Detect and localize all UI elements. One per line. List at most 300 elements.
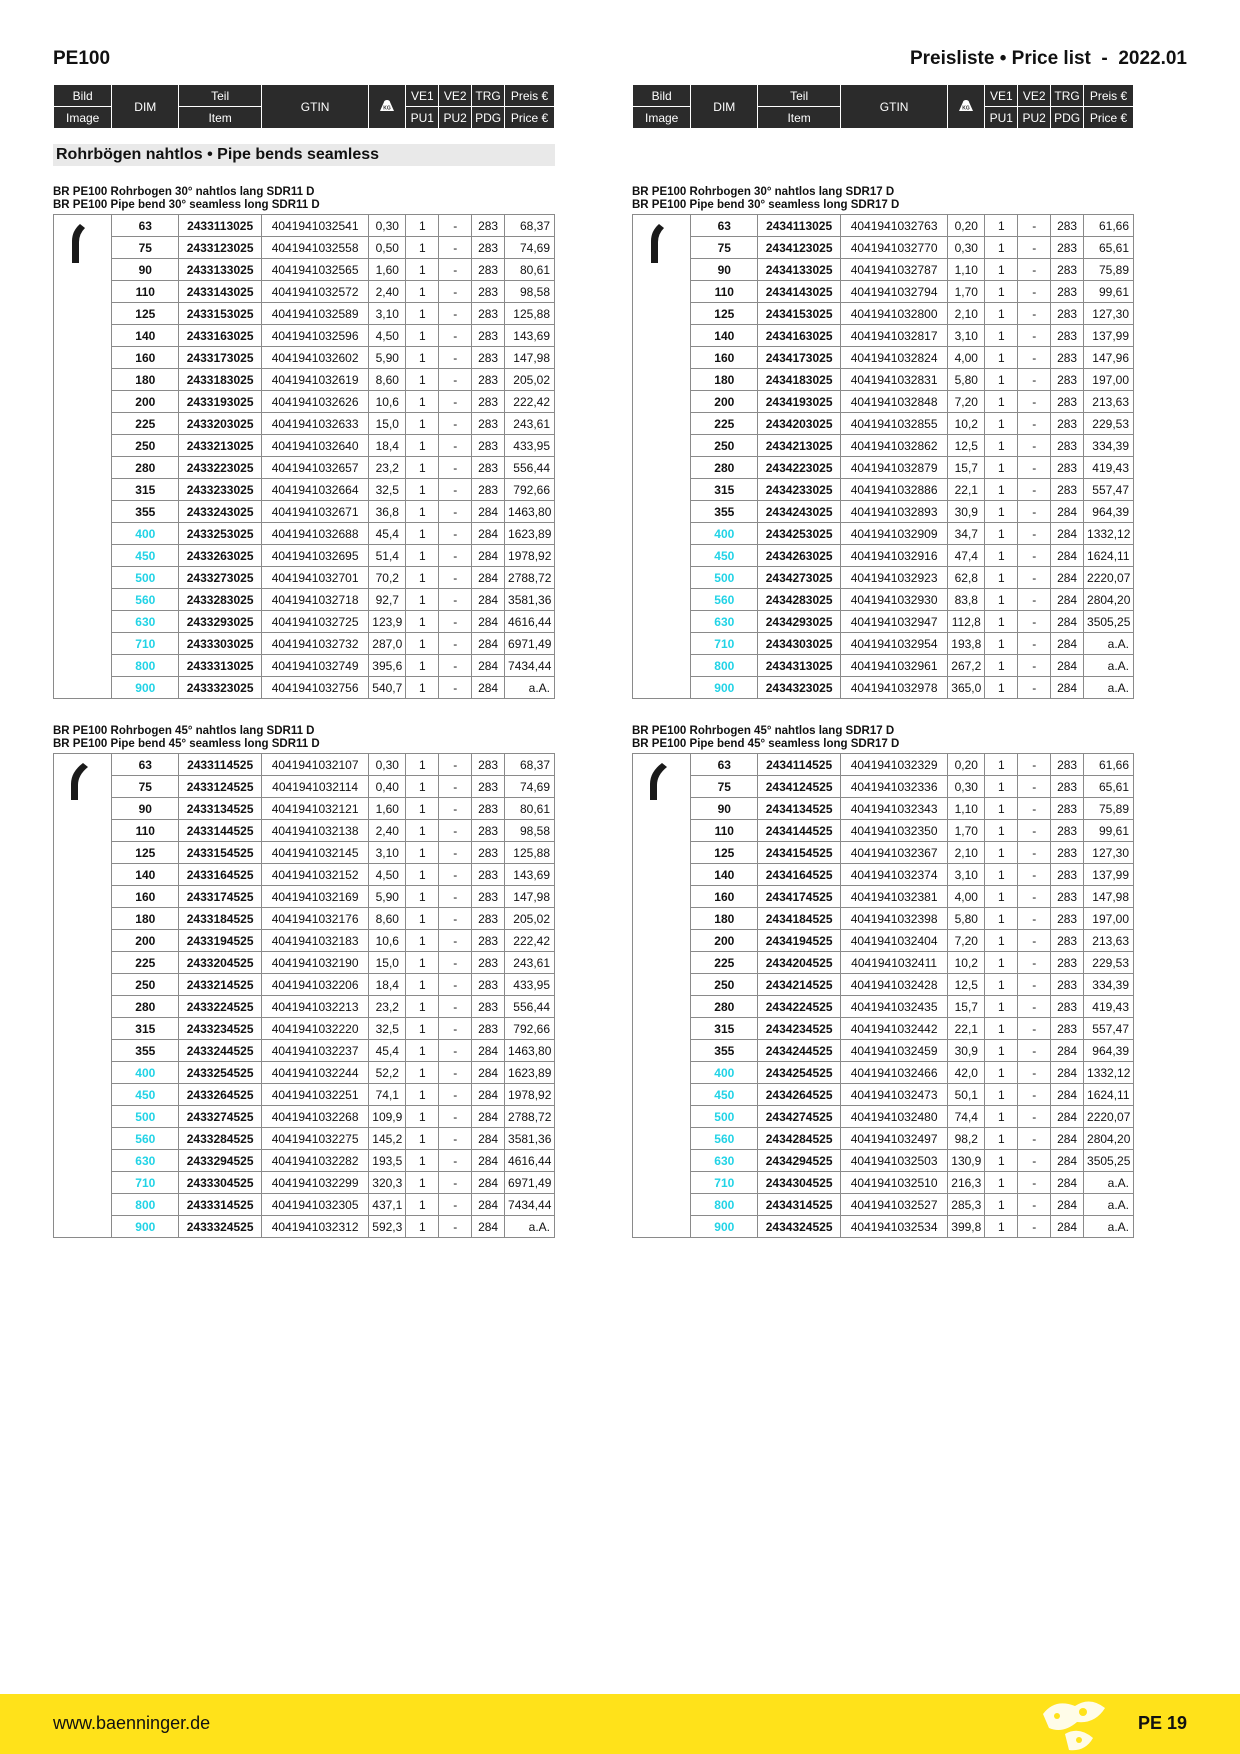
table-row	[633, 655, 1134, 677]
weight-cell: 18,4	[369, 974, 406, 996]
ve2-cell: -	[439, 996, 472, 1018]
dim-cell: 400	[691, 1062, 758, 1084]
col-pu2: PU2	[439, 107, 472, 129]
table-row	[54, 886, 555, 908]
ve1-cell: 1	[406, 259, 439, 281]
ve2-cell: -	[1018, 567, 1051, 589]
price-cell: 61,66	[1084, 754, 1134, 776]
gtin-cell: 4041941032558	[262, 237, 369, 259]
brand-logo-icon	[1035, 1694, 1125, 1754]
item-number: 2434184525	[758, 908, 841, 930]
price-cell: 99,61	[1084, 820, 1134, 842]
ve2-cell: -	[439, 1194, 472, 1216]
trg-cell: 284	[1051, 611, 1084, 633]
svg-text:KG: KG	[383, 105, 392, 112]
table-row	[54, 842, 555, 864]
ve2-cell: -	[1018, 1084, 1051, 1106]
gtin-cell: 4041941032428	[841, 974, 948, 996]
ve1-cell: 1	[406, 655, 439, 677]
weight-cell: 74,1	[369, 1084, 406, 1106]
item-number: 2434254525	[758, 1062, 841, 1084]
ve1-cell: 1	[985, 886, 1018, 908]
gtin-cell: 4041941032565	[262, 259, 369, 281]
ve1-cell: 1	[985, 391, 1018, 413]
col-ve1: VE1	[985, 85, 1018, 107]
dim-cell: 800	[691, 1194, 758, 1216]
ve2-cell: -	[1018, 930, 1051, 952]
dim-cell: 160	[691, 347, 758, 369]
ve2-cell: -	[439, 952, 472, 974]
item-number: 2433213025	[179, 435, 262, 457]
table-row	[633, 776, 1134, 798]
product-image	[633, 754, 691, 1238]
ve1-cell: 1	[406, 776, 439, 798]
item-number: 2433283025	[179, 589, 262, 611]
dim-cell: 315	[112, 1018, 179, 1040]
trg-cell: 283	[472, 996, 505, 1018]
dim-cell: 900	[112, 677, 179, 699]
table-row	[54, 1216, 555, 1238]
item-number: 2434283025	[758, 589, 841, 611]
price-cell: 792,66	[505, 1018, 555, 1040]
product-image	[54, 754, 112, 1238]
gtin-cell: 4041941032671	[262, 501, 369, 523]
dim-cell: 140	[691, 864, 758, 886]
ve2-cell: -	[439, 864, 472, 886]
trg-cell: 284	[472, 611, 505, 633]
gtin-cell: 4041941032411	[841, 952, 948, 974]
price-cell: 433,95	[505, 435, 555, 457]
dim-cell: 560	[691, 589, 758, 611]
weight-cell: 15,7	[948, 457, 985, 479]
ve1-cell: 1	[985, 567, 1018, 589]
price-cell: 197,00	[1084, 908, 1134, 930]
item-number: 2434294525	[758, 1150, 841, 1172]
ve2-cell: -	[439, 435, 472, 457]
ve2-cell: -	[1018, 908, 1051, 930]
ve2-cell: -	[439, 611, 472, 633]
col-price: Price €	[505, 107, 555, 129]
trg-cell: 284	[1051, 655, 1084, 677]
weight-cell: 8,60	[369, 908, 406, 930]
trg-cell: 284	[472, 545, 505, 567]
weight-cell: 0,30	[369, 754, 406, 776]
col-bild: Bild	[633, 85, 691, 107]
ve1-cell: 1	[985, 952, 1018, 974]
price-cell: a.A.	[1084, 655, 1134, 677]
ve2-cell: -	[1018, 1062, 1051, 1084]
trg-cell: 283	[1051, 930, 1084, 952]
ve1-cell: 1	[406, 567, 439, 589]
ve1-cell: 1	[406, 754, 439, 776]
gtin-cell: 4041941032121	[262, 798, 369, 820]
dim-cell: 160	[112, 347, 179, 369]
price-cell: 147,98	[1084, 886, 1134, 908]
trg-cell: 284	[472, 523, 505, 545]
dim-cell: 355	[691, 1040, 758, 1062]
gtin-cell: 4041941032466	[841, 1062, 948, 1084]
gtin-cell: 4041941032756	[262, 677, 369, 699]
trg-cell: 283	[472, 798, 505, 820]
table-row	[633, 215, 1134, 237]
weight-cell: 23,2	[369, 996, 406, 1018]
item-number: 2433154525	[179, 842, 262, 864]
ve2-cell: -	[1018, 864, 1051, 886]
website-link[interactable]: www.baenninger.de	[53, 1713, 211, 1733]
ve1-cell: 1	[406, 864, 439, 886]
ve2-cell: -	[439, 567, 472, 589]
ve1-cell: 1	[985, 611, 1018, 633]
dim-cell: 160	[691, 886, 758, 908]
price-cell: 419,43	[1084, 457, 1134, 479]
trg-cell: 283	[1051, 369, 1084, 391]
item-number: 2434233025	[758, 479, 841, 501]
weight-cell: 0,30	[369, 215, 406, 237]
trg-cell: 284	[472, 1084, 505, 1106]
item-number: 2434224525	[758, 996, 841, 1018]
gtin-cell: 4041941032305	[262, 1194, 369, 1216]
table-row	[54, 677, 555, 699]
weight-cell: 592,3	[369, 1216, 406, 1238]
table-row	[633, 303, 1134, 325]
table-row	[54, 435, 555, 457]
ve1-cell: 1	[985, 677, 1018, 699]
table-row	[54, 347, 555, 369]
trg-cell: 283	[1051, 281, 1084, 303]
ve2-cell: -	[439, 974, 472, 996]
price-cell: 99,61	[1084, 281, 1134, 303]
col-dim: DIM	[112, 85, 179, 129]
ve2-cell: -	[1018, 457, 1051, 479]
table-row	[633, 325, 1134, 347]
table-row	[54, 259, 555, 281]
dim-cell: 63	[112, 754, 179, 776]
dim-cell: 560	[112, 589, 179, 611]
table-row	[633, 369, 1134, 391]
col-pdg: PDG	[1051, 107, 1084, 129]
product-title	[53, 725, 555, 753]
ve2-cell: -	[439, 1062, 472, 1084]
ve2-cell: -	[1018, 237, 1051, 259]
ve1-cell: 1	[406, 545, 439, 567]
ve1-cell: 1	[406, 303, 439, 325]
ve2-cell: -	[1018, 611, 1051, 633]
gtin-cell: 4041941032824	[841, 347, 948, 369]
item-number: 2433174525	[179, 886, 262, 908]
ve1-cell: 1	[985, 589, 1018, 611]
ve2-cell: -	[1018, 391, 1051, 413]
dim-cell: 450	[691, 1084, 758, 1106]
trg-cell: 283	[1051, 347, 1084, 369]
trg-cell: 284	[472, 655, 505, 677]
ve2-cell: -	[1018, 545, 1051, 567]
weight-cell: 10,2	[948, 952, 985, 974]
trg-cell: 284	[472, 1150, 505, 1172]
item-number: 2434284525	[758, 1128, 841, 1150]
table-row	[54, 864, 555, 886]
ve1-cell: 1	[985, 655, 1018, 677]
dim-cell: 450	[112, 545, 179, 567]
weight-cell: 32,5	[369, 479, 406, 501]
ve1-cell: 1	[406, 1084, 439, 1106]
price-cell: 964,39	[1084, 501, 1134, 523]
ve2-cell: -	[1018, 996, 1051, 1018]
weight-cell: 0,20	[948, 215, 985, 237]
gtin-cell: 4041941032527	[841, 1194, 948, 1216]
table-row	[54, 908, 555, 930]
gtin-cell: 4041941032213	[262, 996, 369, 1018]
col-dim: DIM	[691, 85, 758, 129]
dim-cell: 140	[691, 325, 758, 347]
item-number: 2434244525	[758, 1040, 841, 1062]
weight-cell: 12,5	[948, 974, 985, 996]
col-weight	[948, 85, 985, 129]
gtin-cell: 4041941032688	[262, 523, 369, 545]
dim-cell: 400	[691, 523, 758, 545]
table-row	[54, 1084, 555, 1106]
table-row	[633, 952, 1134, 974]
ve2-cell: -	[1018, 303, 1051, 325]
weight-cell: 2,40	[369, 281, 406, 303]
ve1-cell: 1	[406, 1150, 439, 1172]
trg-cell: 283	[1051, 886, 1084, 908]
dim-cell: 355	[112, 501, 179, 523]
dim-cell: 75	[691, 237, 758, 259]
ve1-cell: 1	[985, 1172, 1018, 1194]
gtin-cell: 4041941032763	[841, 215, 948, 237]
weight-cell: 437,1	[369, 1194, 406, 1216]
item-number: 2434174525	[758, 886, 841, 908]
ve1-cell: 1	[406, 369, 439, 391]
col-teil: Teil	[758, 85, 841, 107]
trg-cell: 284	[472, 1172, 505, 1194]
table-row	[54, 1128, 555, 1150]
weight-cell: 399,8	[948, 1216, 985, 1238]
weight-cell: 1,60	[369, 798, 406, 820]
weight-kg-icon	[957, 98, 975, 112]
trg-cell: 284	[1051, 501, 1084, 523]
weight-cell: 7,20	[948, 930, 985, 952]
table-row	[633, 908, 1134, 930]
item-number: 2433224525	[179, 996, 262, 1018]
product-image	[633, 215, 691, 699]
dim-cell: 800	[112, 655, 179, 677]
item-number: 2433133025	[179, 259, 262, 281]
price-cell: 1624,11	[1084, 1084, 1134, 1106]
trg-cell: 283	[1051, 996, 1084, 1018]
ve1-cell: 1	[985, 930, 1018, 952]
table-row	[54, 479, 555, 501]
price-cell: 125,88	[505, 303, 555, 325]
table-row	[54, 754, 555, 776]
ve1-cell: 1	[985, 237, 1018, 259]
weight-cell: 74,4	[948, 1106, 985, 1128]
ve2-cell: -	[1018, 886, 1051, 908]
price-cell: 80,61	[505, 259, 555, 281]
price-cell: a.A.	[1084, 1172, 1134, 1194]
ve2-cell: -	[439, 633, 472, 655]
price-cell: 1624,11	[1084, 545, 1134, 567]
ve1-cell: 1	[985, 1106, 1018, 1128]
trg-cell: 283	[472, 820, 505, 842]
price-cell: 2804,20	[1084, 589, 1134, 611]
ve2-cell: -	[439, 1106, 472, 1128]
price-table	[632, 753, 1134, 1238]
price-cell: 1978,92	[505, 1084, 555, 1106]
ve1-cell: 1	[985, 501, 1018, 523]
page-number: PE 19	[1137, 1713, 1187, 1733]
item-number: 2433304525	[179, 1172, 262, 1194]
trg-cell: 283	[472, 325, 505, 347]
item-number: 2434164525	[758, 864, 841, 886]
ve1-cell: 1	[985, 820, 1018, 842]
item-number: 2433193025	[179, 391, 262, 413]
price-table	[53, 753, 555, 1238]
table-row	[54, 1062, 555, 1084]
ve1-cell: 1	[406, 325, 439, 347]
trg-cell: 283	[472, 413, 505, 435]
dim-cell: 710	[691, 1172, 758, 1194]
item-number: 2434194525	[758, 930, 841, 952]
trg-cell: 283	[1051, 413, 1084, 435]
trg-cell: 283	[472, 479, 505, 501]
weight-cell: 10,2	[948, 413, 985, 435]
dim-cell: 800	[112, 1194, 179, 1216]
price-cell: 143,69	[505, 864, 555, 886]
gtin-cell: 4041941032701	[262, 567, 369, 589]
weight-cell: 3,10	[948, 325, 985, 347]
table-row	[633, 413, 1134, 435]
dim-cell: 630	[691, 1150, 758, 1172]
price-cell: 75,89	[1084, 259, 1134, 281]
item-number: 2434204525	[758, 952, 841, 974]
item-number: 2433293025	[179, 611, 262, 633]
gtin-cell: 4041941032145	[262, 842, 369, 864]
table-row	[633, 589, 1134, 611]
gtin-cell: 4041941032787	[841, 259, 948, 281]
gtin-cell: 4041941032374	[841, 864, 948, 886]
table-row	[633, 633, 1134, 655]
dim-cell: 560	[691, 1128, 758, 1150]
weight-kg-icon	[378, 98, 396, 112]
item-number: 2433274525	[179, 1106, 262, 1128]
weight-cell: 10,6	[369, 930, 406, 952]
weight-cell: 1,70	[948, 281, 985, 303]
col-teil: Teil	[179, 85, 262, 107]
item-number: 2433294525	[179, 1150, 262, 1172]
svg-text:KG: KG	[962, 105, 971, 112]
table-row	[54, 1018, 555, 1040]
trg-cell: 284	[472, 677, 505, 699]
ve2-cell: -	[1018, 974, 1051, 996]
price-cell: 74,69	[505, 237, 555, 259]
weight-cell: 4,00	[948, 886, 985, 908]
ve2-cell: -	[1018, 281, 1051, 303]
ve1-cell: 1	[985, 1062, 1018, 1084]
ve1-cell: 1	[406, 952, 439, 974]
product-title-de: BR PE100 Rohrbogen 30° nahtlos lang SDR17 D	[632, 186, 895, 198]
weight-cell: 45,4	[369, 1040, 406, 1062]
ve1-cell: 1	[406, 391, 439, 413]
price-cell: 4616,44	[505, 1150, 555, 1172]
dim-cell: 250	[112, 974, 179, 996]
weight-cell: 12,5	[948, 435, 985, 457]
trg-cell: 284	[1051, 545, 1084, 567]
trg-cell: 283	[1051, 1018, 1084, 1040]
dim-cell: 125	[691, 303, 758, 325]
table-row	[633, 798, 1134, 820]
item-number: 2433323025	[179, 677, 262, 699]
item-number: 2434144525	[758, 820, 841, 842]
dim-cell: 180	[112, 908, 179, 930]
ve2-cell: -	[439, 1128, 472, 1150]
col-pu2: PU2	[1018, 107, 1051, 129]
ve1-cell: 1	[985, 842, 1018, 864]
item-number: 2434273025	[758, 567, 841, 589]
weight-cell: 50,1	[948, 1084, 985, 1106]
col-image: Image	[633, 107, 691, 129]
trg-cell: 283	[1051, 215, 1084, 237]
ve1-cell: 1	[406, 347, 439, 369]
ve1-cell: 1	[406, 633, 439, 655]
weight-cell: 2,10	[948, 842, 985, 864]
weight-cell: 92,7	[369, 589, 406, 611]
gtin-cell: 4041941032183	[262, 930, 369, 952]
dim-cell: 110	[112, 281, 179, 303]
ve1-cell: 1	[406, 1194, 439, 1216]
weight-cell: 193,5	[369, 1150, 406, 1172]
ve1-cell: 1	[985, 215, 1018, 237]
ve2-cell: -	[1018, 677, 1051, 699]
gtin-cell: 4041941032640	[262, 435, 369, 457]
price-cell: 3581,36	[505, 1128, 555, 1150]
weight-cell: 15,0	[369, 952, 406, 974]
ve2-cell: -	[1018, 413, 1051, 435]
gtin-cell: 4041941032954	[841, 633, 948, 655]
table-row	[54, 798, 555, 820]
table-row	[54, 281, 555, 303]
ve2-cell: -	[439, 776, 472, 798]
gtin-cell: 4041941032459	[841, 1040, 948, 1062]
dim-cell: 90	[112, 259, 179, 281]
gtin-cell: 4041941032602	[262, 347, 369, 369]
ve1-cell: 1	[406, 589, 439, 611]
ve1-cell: 1	[985, 369, 1018, 391]
ve2-cell: -	[1018, 1128, 1051, 1150]
weight-cell: 267,2	[948, 655, 985, 677]
price-cell: 213,63	[1084, 930, 1134, 952]
gtin-cell: 4041941032664	[262, 479, 369, 501]
weight-cell: 47,4	[948, 545, 985, 567]
ve2-cell: -	[439, 886, 472, 908]
weight-cell: 42,0	[948, 1062, 985, 1084]
dim-cell: 63	[112, 215, 179, 237]
price-cell: 98,58	[505, 281, 555, 303]
pipe-bend-icon	[62, 219, 102, 271]
table-row	[633, 1172, 1134, 1194]
price-cell: 125,88	[505, 842, 555, 864]
price-cell: 205,02	[505, 908, 555, 930]
item-number: 2433243025	[179, 501, 262, 523]
ve1-cell: 1	[406, 798, 439, 820]
gtin-cell: 4041941032381	[841, 886, 948, 908]
gtin-cell: 4041941032329	[841, 754, 948, 776]
weight-cell: 30,9	[948, 1040, 985, 1062]
gtin-cell: 4041941032442	[841, 1018, 948, 1040]
ve2-cell: -	[439, 523, 472, 545]
table-row	[633, 996, 1134, 1018]
item-number: 2434193025	[758, 391, 841, 413]
